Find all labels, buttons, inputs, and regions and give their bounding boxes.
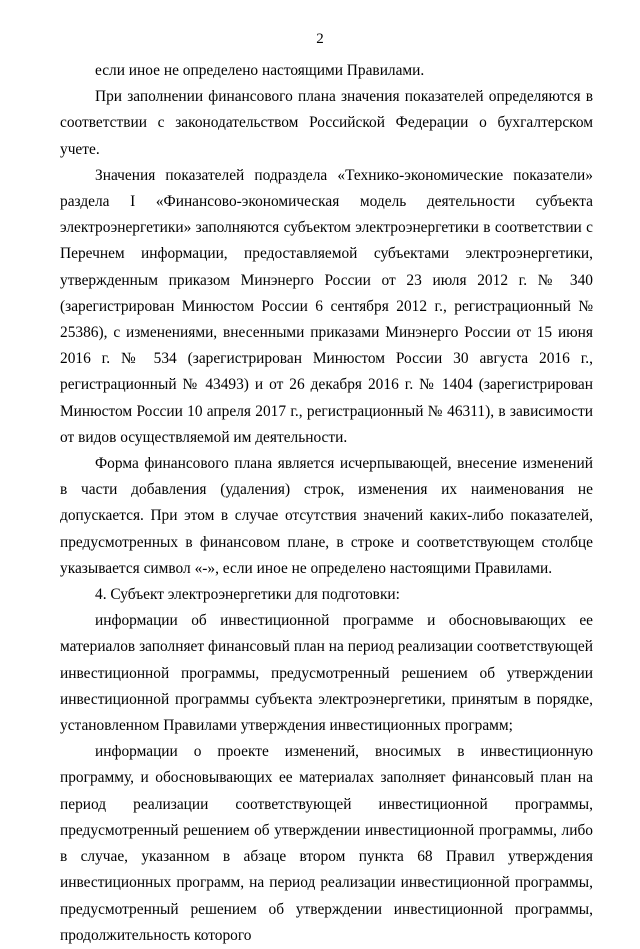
body-text [60,58,593,949]
page-number: 2 [316,31,324,47]
paragraph-item-4: 4. Субъект электроэнергетики для подготовки: [95,586,400,604]
paragraph-program-changes: информации о проекте изменений, вносимых в инвестиционную программу, и обосновывающих ее материалах заполняет финансовый план на период реализации соответствующей инвестиционной программы, предусмотренный решением об утверждении инвестиционной программы, либо в случае, указанном в абзаце втором пункта 68 Правил утверждения инвестиционных программ, на период реализации инвестиционной программы, предусмотренный решением об утверждении инвестиционной программы, продолжительность которого [60,743,593,944]
paragraph-form-exhaustive: Форма финансового плана является исчерпывающей, внесение изменений в части добавления (удаления) строк, изменения их наименования не допускается. При этом в случае отсутствия значений каких-либо показателей, предусмотренных в финансовом плане, в строке и соответствующем столбце указывается символ «-», если иное не определено настоящими Правилами. [60,455,593,577]
paragraph-technical-indicators: Значения показателей подраздела «Технико-экономические показатели» раздела I «Финансово-экономическая модель деятельности субъекта электроэнергетики» заполняются субъектом электроэнергетики в соответствии с Перечнем информации, предоставляемой субъектами электроэнергетики, утвержденным приказом Минэнерго России от 23 июля 2012 г. № 340 (зарегистрирован Минюстом России 6 сентября 2012 г., регистрационный № 25386), с изменениями, внесенными приказами Минэнерго России от 15 июня 2016 г. № 534 (зарегистрирован Минюстом России 30 августа 2016 г., регистрационный № 43493) и от 26 декабря 2016 г. № 1404 (зарегистрирован Минюстом России 10 апреля 2017 г., регистрационный № 46311), в зависимости от видов осуществляемой им деятельности. [60,166,593,446]
paragraph-investment-program: информации об инвестиционной программе и обосновывающих ее материалов заполняет финансовый план на период реализации соответствующей инвестиционной программы, предусмотренный решением об утверждении инвестиционной программы субъекта электроэнергетики, принятым в порядке, установленном Правилами утверждения инвестиционных программ; [60,612,593,735]
paragraph-continuation: если иное не определено настоящими Правилами. [95,62,425,79]
paragraph-accounting: При заполнении финансового плана значения показателей определяются в соответствии с законодательством Российской Федерации о бухгалтерском учете. [60,88,593,158]
